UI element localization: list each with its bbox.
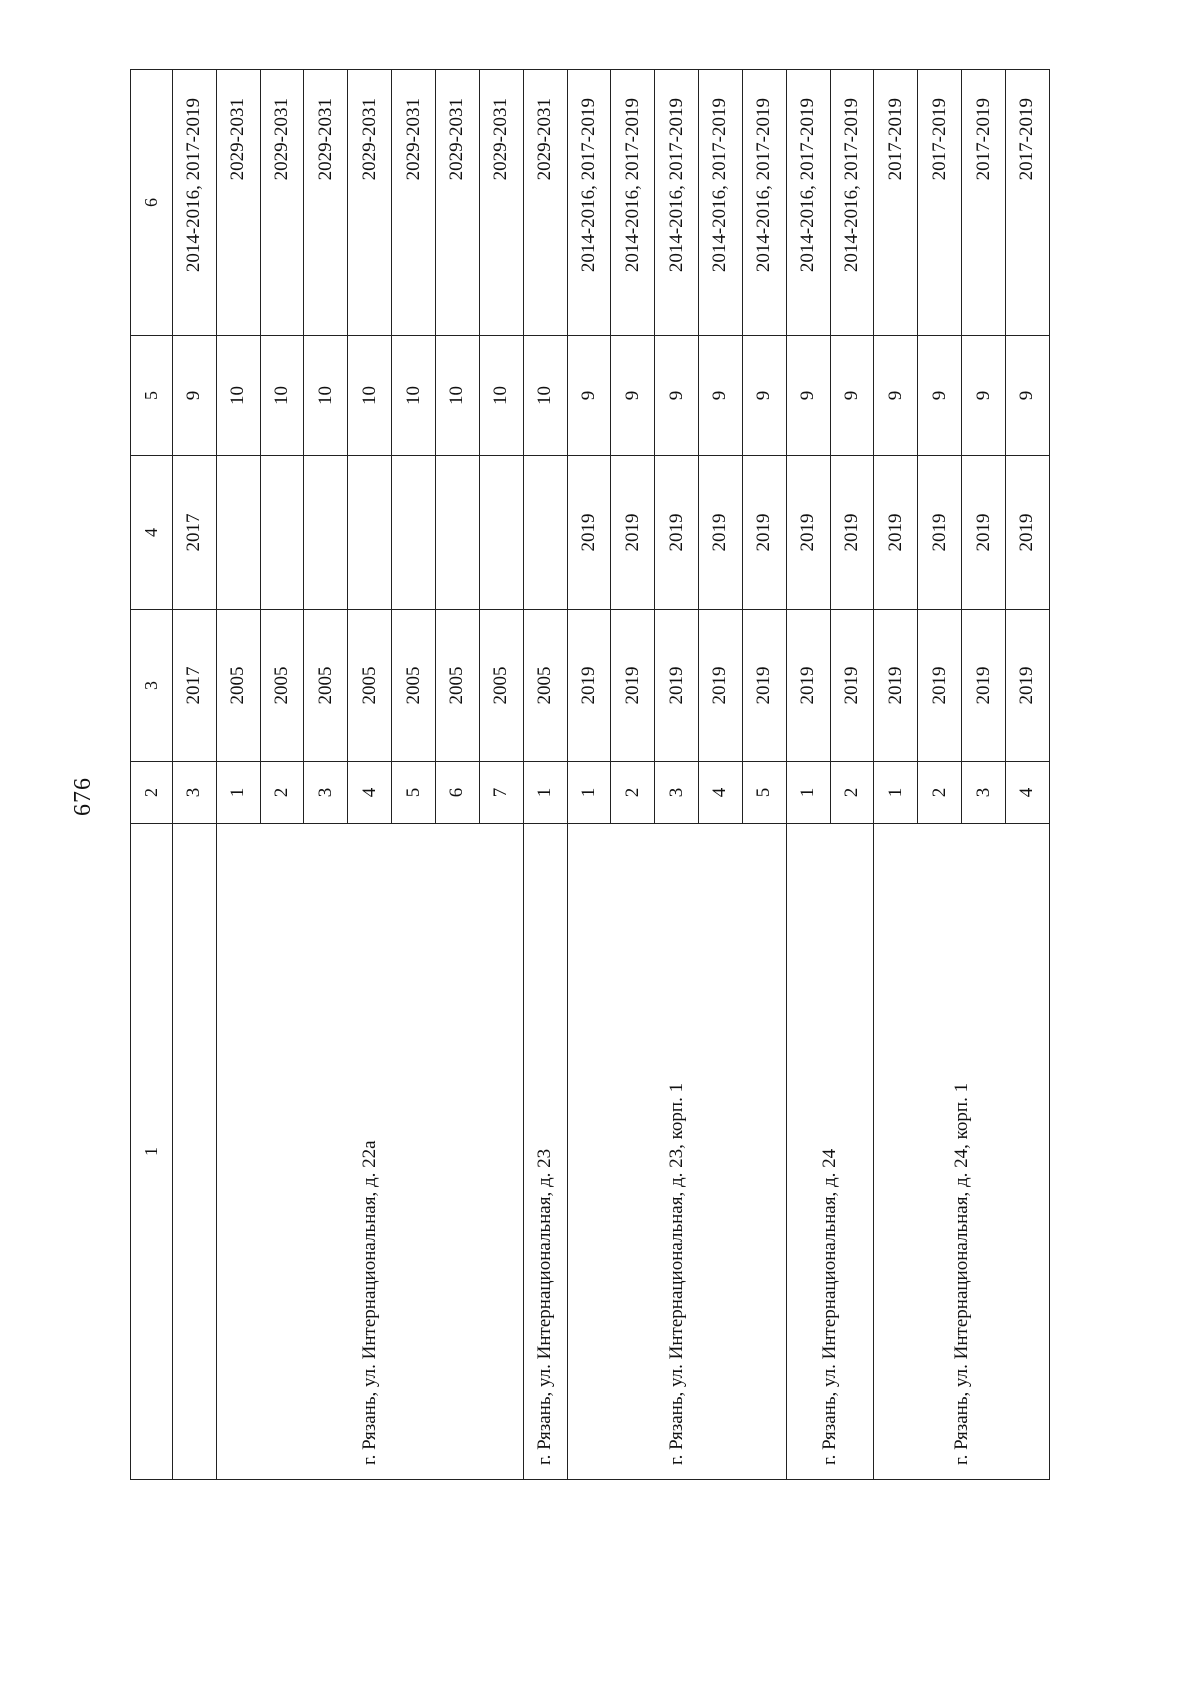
last-repair-year-cell: 2019 [962,456,1006,610]
year-cell: 2005 [479,610,523,762]
interval-cell: 10 [260,336,304,456]
year-cell: 2005 [304,610,348,762]
planned-period-cell: 2014-2016, 2017-2019 [830,70,874,336]
planned-period-cell: 2017-2019 [1005,70,1049,336]
page-number: 676 [70,777,96,816]
planned-period-cell: 2014-2016, 2017-2019 [172,70,216,336]
planned-period-cell: 2014-2016, 2017-2019 [567,70,611,336]
interval-cell: 9 [742,336,786,456]
element-number-cell: 3 [172,762,216,824]
year-cell: 2005 [216,610,260,762]
column-header-3: 3 [131,610,173,762]
address-cell: г. Рязань, ул. Интернациональная, д. 23, корп. 1 [567,824,786,1480]
column-header-1: 1 [131,824,173,1480]
element-number-cell: 5 [742,762,786,824]
interval-cell: 10 [216,336,260,456]
element-number-cell: 3 [962,762,1006,824]
year-cell: 2019 [962,610,1006,762]
column-header-4: 4 [131,456,173,610]
last-repair-year-cell [436,456,480,610]
element-number-cell: 1 [216,762,260,824]
last-repair-year-cell [479,456,523,610]
element-number-cell: 2 [830,762,874,824]
planned-period-cell: 2029-2031 [523,70,567,336]
last-repair-year-cell: 2019 [874,456,918,610]
table-row [172,70,216,1480]
repair-schedule-table [130,69,1050,1480]
last-repair-year-cell [260,456,304,610]
year-cell: 2019 [655,610,699,762]
year-cell: 2019 [699,610,743,762]
planned-period-cell: 2029-2031 [392,70,436,336]
last-repair-year-cell: 2017 [172,456,216,610]
table-row [786,70,830,1480]
planned-period-cell: 2029-2031 [479,70,523,336]
planned-period-cell: 2014-2016, 2017-2019 [611,70,655,336]
interval-cell: 9 [567,336,611,456]
interval-cell: 10 [436,336,480,456]
element-number-cell: 1 [523,762,567,824]
last-repair-year-cell: 2019 [742,456,786,610]
planned-period-cell: 2017-2019 [918,70,962,336]
last-repair-year-cell: 2019 [1005,456,1049,610]
last-repair-year-cell [216,456,260,610]
last-repair-year-cell: 2019 [830,456,874,610]
element-number-cell: 1 [874,762,918,824]
last-repair-year-cell: 2019 [611,456,655,610]
address-cell: г. Рязань, ул. Интернациональная, д. 23 [523,824,567,1480]
last-repair-year-cell: 2019 [918,456,962,610]
interval-cell: 9 [874,336,918,456]
planned-period-cell: 2029-2031 [348,70,392,336]
planned-period-cell: 2014-2016, 2017-2019 [699,70,743,336]
year-cell: 2019 [1005,610,1049,762]
element-number-cell: 2 [611,762,655,824]
rotated-table-container [130,70,1050,1480]
element-number-cell: 3 [304,762,348,824]
interval-cell: 9 [830,336,874,456]
element-number-cell: 6 [436,762,480,824]
table-row [216,70,260,1480]
year-cell: 2005 [436,610,480,762]
year-cell: 2005 [523,610,567,762]
interval-cell: 9 [611,336,655,456]
year-cell: 2019 [786,610,830,762]
planned-period-cell: 2017-2019 [962,70,1006,336]
year-cell: 2005 [392,610,436,762]
table-header-row [131,70,173,1480]
interval-cell: 9 [655,336,699,456]
year-cell: 2019 [742,610,786,762]
table-row [567,70,611,1480]
planned-period-cell: 2029-2031 [216,70,260,336]
year-cell: 2017 [172,610,216,762]
year-cell: 2005 [348,610,392,762]
interval-cell: 9 [918,336,962,456]
last-repair-year-cell: 2019 [655,456,699,610]
interval-cell: 10 [304,336,348,456]
column-header-6: 6 [131,70,173,336]
planned-period-cell: 2017-2019 [874,70,918,336]
element-number-cell: 1 [786,762,830,824]
element-number-cell: 3 [655,762,699,824]
last-repair-year-cell: 2019 [786,456,830,610]
year-cell: 2019 [918,610,962,762]
interval-cell: 9 [699,336,743,456]
element-number-cell: 2 [260,762,304,824]
element-number-cell: 2 [918,762,962,824]
column-header-2: 2 [131,762,173,824]
element-number-cell: 4 [699,762,743,824]
table-row [874,70,918,1480]
planned-period-cell: 2014-2016, 2017-2019 [655,70,699,336]
last-repair-year-cell: 2019 [567,456,611,610]
element-number-cell: 1 [567,762,611,824]
year-cell: 2005 [260,610,304,762]
interval-cell: 10 [392,336,436,456]
planned-period-cell: 2029-2031 [436,70,480,336]
year-cell: 2019 [611,610,655,762]
table-row [523,70,567,1480]
address-cell: г. Рязань, ул. Интернациональная, д. 24 [786,824,874,1480]
address-cell: г. Рязань, ул. Интернациональная, д. 24, корп. 1 [874,824,1050,1480]
last-repair-year-cell: 2019 [699,456,743,610]
element-number-cell: 5 [392,762,436,824]
planned-period-cell: 2014-2016, 2017-2019 [786,70,830,336]
planned-period-cell: 2029-2031 [260,70,304,336]
interval-cell: 10 [348,336,392,456]
address-cell: г. Рязань, ул. Интернациональная, д. 22а [216,824,523,1480]
address-cell [172,824,216,1480]
element-number-cell: 4 [348,762,392,824]
element-number-cell: 4 [1005,762,1049,824]
interval-cell: 9 [786,336,830,456]
interval-cell: 9 [1005,336,1049,456]
last-repair-year-cell [523,456,567,610]
interval-cell: 10 [479,336,523,456]
interval-cell: 9 [172,336,216,456]
planned-period-cell: 2029-2031 [304,70,348,336]
last-repair-year-cell [348,456,392,610]
year-cell: 2019 [830,610,874,762]
column-header-5: 5 [131,336,173,456]
last-repair-year-cell [392,456,436,610]
year-cell: 2019 [874,610,918,762]
last-repair-year-cell [304,456,348,610]
planned-period-cell: 2014-2016, 2017-2019 [742,70,786,336]
interval-cell: 10 [523,336,567,456]
element-number-cell: 7 [479,762,523,824]
interval-cell: 9 [962,336,1006,456]
year-cell: 2019 [567,610,611,762]
